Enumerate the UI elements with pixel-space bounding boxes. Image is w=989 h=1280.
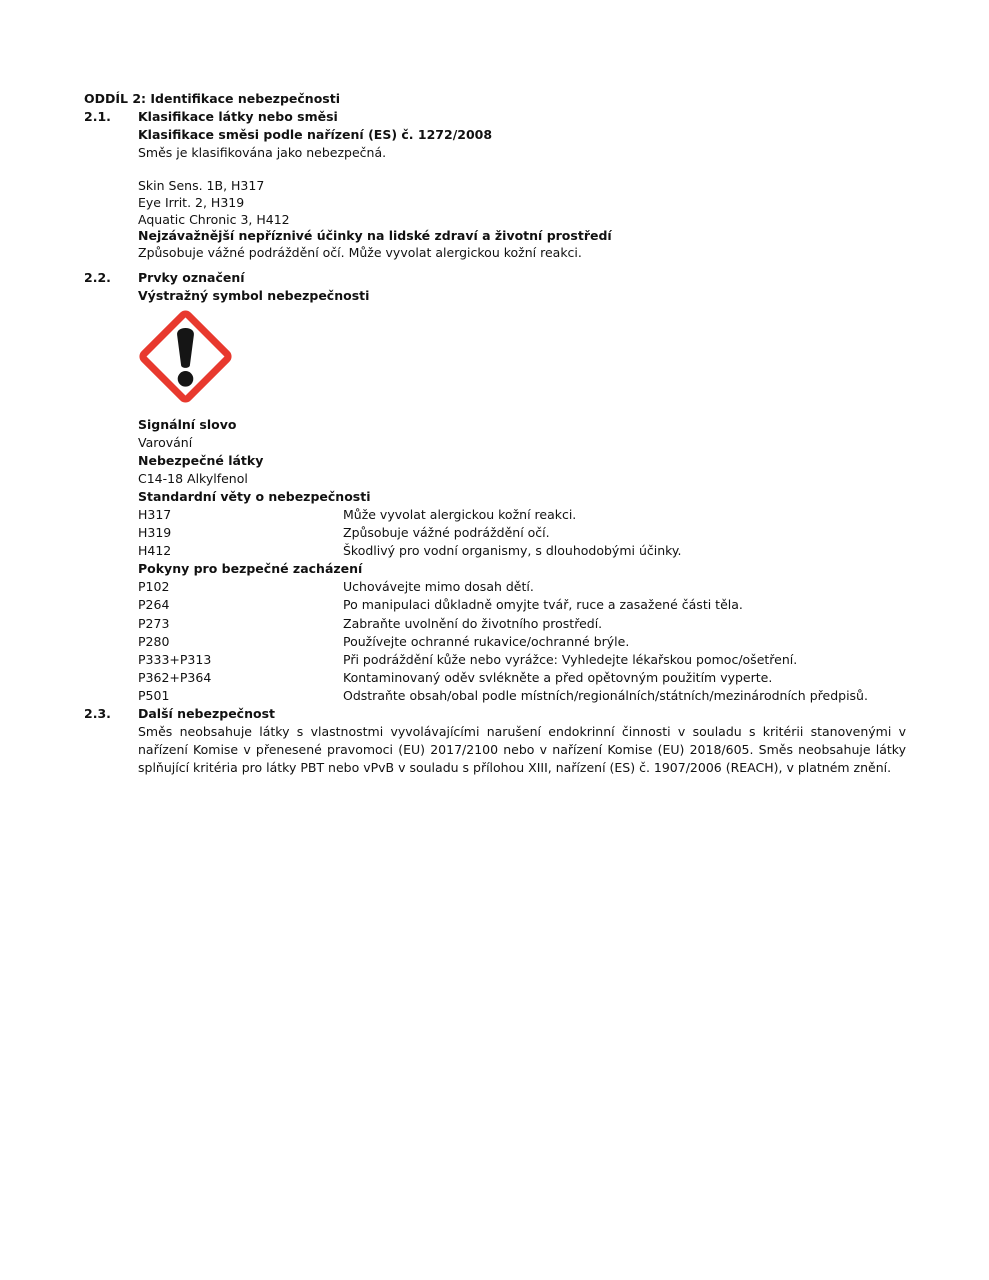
precautionary-statement-code: P333+P313 <box>138 651 212 667</box>
classification-intro-text: Směs je klasifikována jako nebezpečná. <box>138 145 387 161</box>
precautionary-statement-row <box>138 578 906 596</box>
adverse-effects-text: Způsobuje vážné podráždění očí. Může vyvolat alergickou kožní reakci. <box>138 244 582 260</box>
classification-regulation-subheading: Klasifikace směsi podle nařízení (ES) č. 1272/2008 <box>138 127 493 143</box>
precautionary-statement-text: Kontaminovaný oděv svlékněte a před opětovným použitím vyperte. <box>343 669 773 685</box>
section-2-2-body <box>138 287 906 705</box>
other-hazards-paragraph: Směs neobsahuje látky s vlastnostmi vyvolávajícími narušení endokrinní činnosti v souladu s kritérii stanovenými v nařízení Komise v přenesené pravomoci (EU) 2017/2100 nebo v nařízení Komise (EU) 2018/605. Směs neobsahuje látky splňující kritéria pro látky PBT nebo vPvB v souladu s přílohou XIII, nařízení (ES) č. 1907/2006 (REACH), v platném znění. <box>138 724 906 776</box>
classification-block <box>138 178 906 261</box>
section-2-1-number: 2.1. <box>84 109 111 125</box>
hazard-statement-row <box>138 542 906 560</box>
pictogram-heading: Výstražný symbol nebezpečnosti <box>138 288 370 304</box>
section-2-1-body <box>138 126 906 261</box>
hazard-statement-row <box>138 506 906 524</box>
hazardous-substances-heading: Nebezpečné látky <box>138 452 264 468</box>
precautionary-statement-code: P501 <box>138 687 170 703</box>
ghs07-exclamation-pictogram <box>138 309 906 404</box>
classification-item: Eye Irrit. 2, H319 <box>138 194 245 210</box>
section-2-title: ODDÍL 2: Identifikace nebezpečnosti <box>84 91 340 106</box>
section-2-2-heading-row <box>84 269 906 287</box>
section-2-content <box>84 90 906 777</box>
precautionary-statement-text: Uchovávejte mimo dosah dětí. <box>343 579 534 595</box>
hazard-statement-code: H317 <box>138 507 172 522</box>
precautionary-statement-text: Při podráždění kůže nebo vyrážce: Vyhledejte lékařskou pomoc/ošetření. <box>343 651 798 667</box>
ghs07-exclamation-icon <box>138 309 233 404</box>
classification-item: Skin Sens. 1B, H317 <box>138 178 265 194</box>
hazard-statement-code: H412 <box>138 543 172 559</box>
section-2-2-number: 2.2. <box>84 270 111 286</box>
adverse-effects-heading: Nejzávažnější nepříznivé účinky na lidské zdraví a životní prostředí <box>138 228 612 244</box>
precautionary-statement-text: Používejte ochranné rukavice/ochranné brýle. <box>343 633 630 649</box>
hazard-statement-text: Škodlivý pro vodní organismy, s dlouhodobými účinky. <box>343 543 682 559</box>
precautionary-statement-text: Zabraňte uvolnění do životního prostředí. <box>343 615 603 631</box>
hazardous-substances-value: C14-18 Alkylfenol <box>138 470 248 486</box>
precautionary-statement-row <box>138 633 906 651</box>
section-2-3-number: 2.3. <box>84 706 111 722</box>
hazard-statements-heading: Standardní věty o nebezpečnosti <box>138 488 371 504</box>
section-2-2-heading: Prvky označení <box>138 270 245 286</box>
precautionary-statement-row <box>138 651 906 669</box>
precautionary-statement-code: P273 <box>138 615 170 631</box>
section-2-3-heading-row <box>84 705 906 723</box>
precautionary-statement-text: Po manipulaci důkladně omyjte tvář, ruce a zasažené části těla. <box>343 597 743 613</box>
hazard-statement-row <box>138 524 906 542</box>
signal-word-value: Varování <box>138 434 193 450</box>
section-2-1-heading-row <box>84 108 906 126</box>
precautionary-statement-code: P280 <box>138 633 170 649</box>
precautionary-statements-heading: Pokyny pro bezpečné zacházení <box>138 561 363 577</box>
precautionary-statement-row <box>138 596 906 614</box>
precautionary-statement-text: Odstraňte obsah/obal podle místních/regionálních/státních/mezinárodních předpisů. <box>343 687 868 703</box>
precautionary-statement-row <box>138 615 906 633</box>
section-2-3-heading: Další nebezpečnost <box>138 706 275 722</box>
precautionary-statement-code: P264 <box>138 597 170 613</box>
precautionary-statement-row <box>138 687 906 705</box>
precautionary-statement-code: P102 <box>138 579 170 595</box>
hazard-statement-text: Způsobuje vážné podráždění očí. <box>343 525 550 541</box>
signal-word-heading: Signální slovo <box>138 416 237 432</box>
precautionary-statement-code: P362+P364 <box>138 669 212 685</box>
precautionary-statement-row <box>138 669 906 687</box>
section-2-1-heading: Klasifikace látky nebo směsi <box>138 109 338 125</box>
classification-item: Aquatic Chronic 3, H412 <box>138 211 290 227</box>
hazard-statement-code: H319 <box>138 525 172 541</box>
hazard-statement-text: Může vyvolat alergickou kožní reakci. <box>343 507 577 522</box>
